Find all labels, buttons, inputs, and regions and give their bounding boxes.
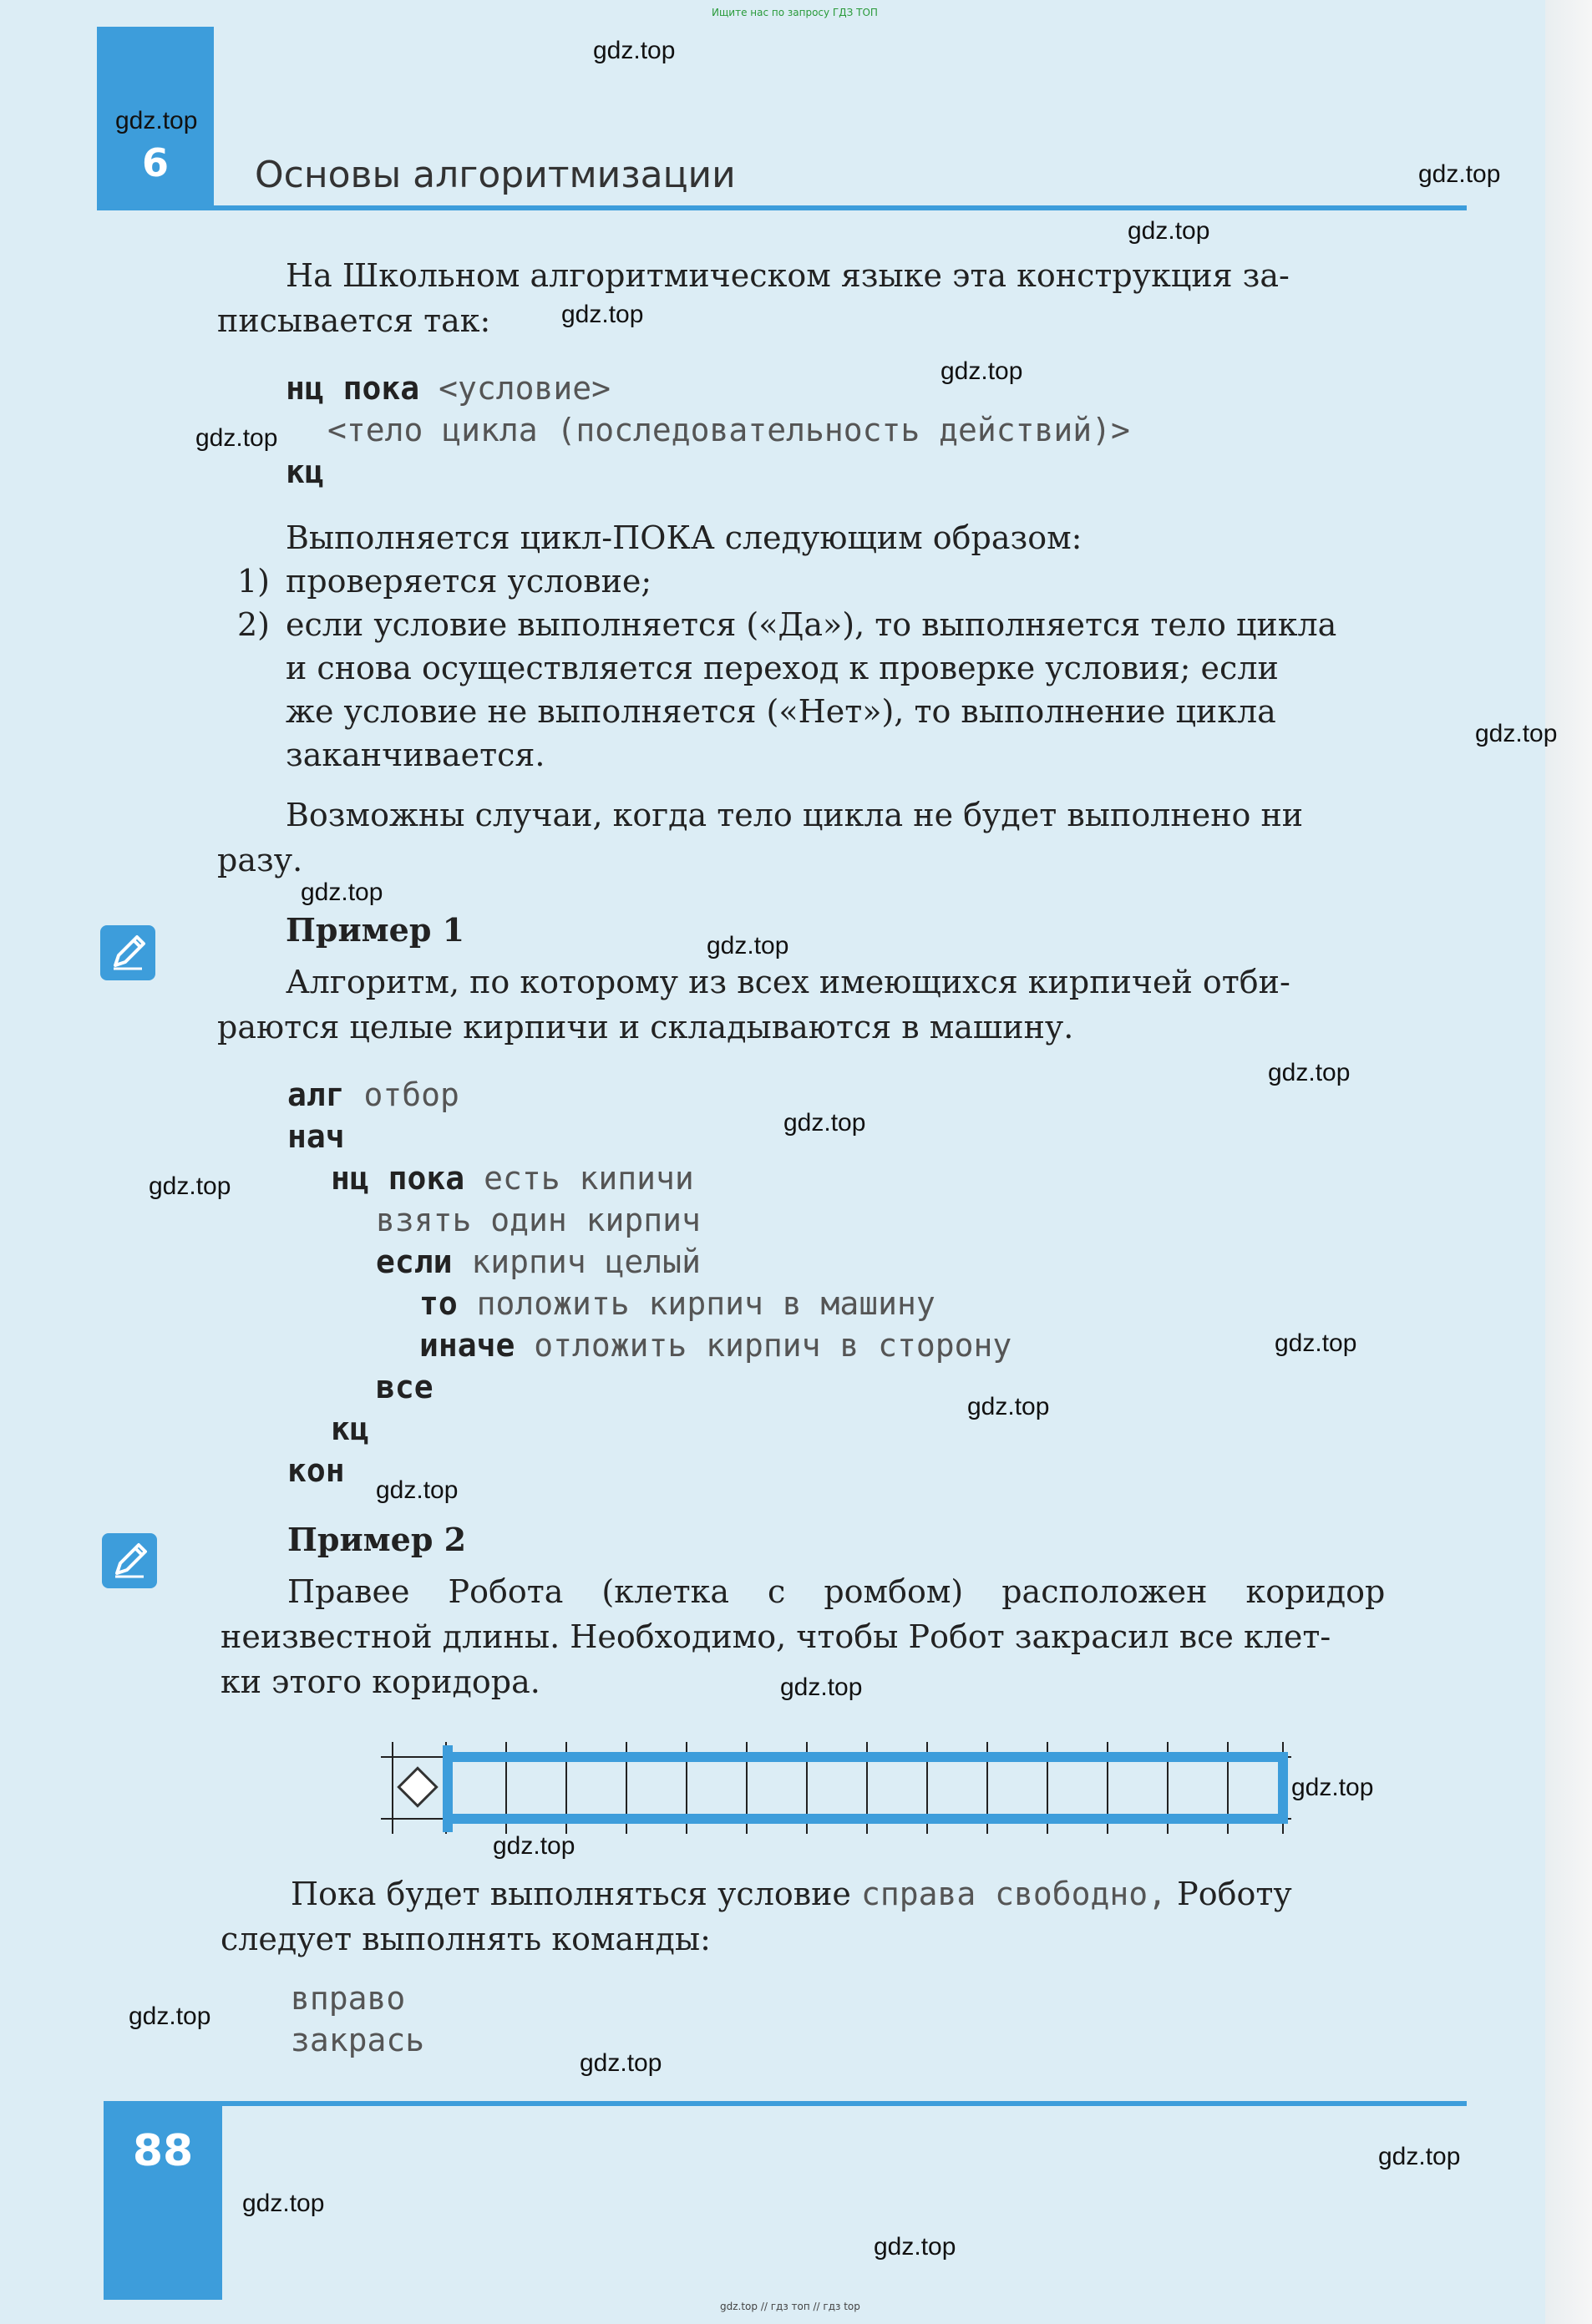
watermark: gdz.top [967, 1393, 1050, 1420]
keyword: нач [287, 1118, 345, 1155]
algorithm-name: отбор [363, 1076, 459, 1113]
footer-rule [104, 2101, 1467, 2106]
code-line [419, 1324, 1011, 1366]
watermark: gdz.top [1378, 2143, 1461, 2170]
code-line [287, 1116, 345, 1157]
word: (клетка [601, 1573, 730, 1610]
keyword: если [376, 1243, 453, 1280]
code-line [376, 1366, 433, 1408]
watermark: gdz.top [593, 37, 676, 64]
watermark: gdz.top [707, 932, 789, 959]
pencil-icon [100, 925, 155, 980]
watermark: gdz.top [149, 1172, 231, 1200]
watermark: gdz.top [301, 878, 383, 906]
if-condition: кирпич целый [471, 1243, 701, 1280]
watermark: gdz.top [493, 1832, 575, 1860]
word: коридор [1245, 1573, 1386, 1610]
watermark: gdz.top [783, 1109, 866, 1137]
exec-step: и снова осуществляется переход к проверке условия; если [286, 650, 1279, 686]
keyword: то [419, 1285, 458, 1322]
page-title: Основы алгоритмизации [255, 154, 736, 196]
word: Робота [448, 1573, 564, 1610]
watermark: gdz.top [1268, 1059, 1351, 1086]
code-line [287, 1074, 459, 1116]
word: ромбом) [824, 1573, 964, 1610]
exec-step: же условие не выполняется («Нет»), то выполнение цикла [286, 693, 1276, 730]
keyword: кц [286, 453, 324, 490]
note-line: разу. [217, 842, 303, 878]
word: Правее [287, 1573, 410, 1610]
text-span: Роботу [1177, 1876, 1292, 1912]
example-text: раются целые кирпичи и складываются в машину. [217, 1009, 1074, 1046]
pencil-icon [102, 1533, 157, 1588]
then-action: положить кирпич в машину [476, 1285, 935, 1322]
command-line: вправо [291, 1980, 406, 2017]
example-text: неизвестной длины. Необходимо, чтобы Робот закрасил все клет- [221, 1618, 1331, 1655]
command-line: закрась [291, 2022, 425, 2058]
exec-step-number: 1) [237, 563, 271, 600]
after-text: следует выполнять команды: [221, 1921, 711, 1957]
exec-step: если условие выполняется («Да»), то выполняется тело цикла [286, 606, 1337, 643]
keyword: иначе [419, 1327, 515, 1364]
syntax-body: <тело цикла (последовательность действий)> [327, 412, 1130, 448]
top-search-note: Ищите нас по запросу ГДЗ ТОП [712, 7, 878, 18]
keyword: алг [287, 1076, 345, 1113]
else-action: отложить кирпич в сторону [534, 1327, 1012, 1364]
text-span: Пока будет выполняться условие [291, 1876, 851, 1912]
watermark: gdz.top [115, 107, 198, 134]
bottom-note: gdz.top // гдз топ // гдз top [720, 2301, 860, 2312]
syntax-line-end [286, 451, 324, 493]
watermark: gdz.top [1291, 1774, 1374, 1801]
code-line [287, 1450, 345, 1491]
loop-condition: есть кипичи [484, 1160, 694, 1197]
note-line: Возможны случаи, когда тело цикла не будет выполнено ни [286, 797, 1304, 833]
watermark: gdz.top [580, 2049, 662, 2077]
watermark: gdz.top [1475, 720, 1558, 747]
exec-step-number: 2) [237, 606, 271, 643]
keyword: кон [287, 1452, 345, 1489]
watermark: gdz.top [195, 424, 278, 452]
word: расположен [1001, 1573, 1208, 1610]
watermark: gdz.top [1128, 217, 1210, 245]
exec-intro: Выполняется цикл-ПОКА следующим образом: [286, 519, 1082, 556]
keyword: все [376, 1369, 433, 1405]
watermark: gdz.top [242, 2190, 325, 2217]
keyword: нц [286, 370, 324, 407]
watermark: gdz.top [376, 1476, 459, 1504]
watermark: gdz.top [561, 301, 644, 328]
header-rule [97, 205, 1467, 210]
watermark: gdz.top [129, 2002, 211, 2030]
keyword: пока [388, 1160, 465, 1197]
example-text [287, 1570, 1385, 1613]
example-text: Алгоритм, по которому из всех имеющихся кирпичей отби- [286, 964, 1290, 1000]
robot-corridor-diagram [381, 1739, 1300, 1837]
exec-step: проверяется условие; [286, 563, 652, 600]
keyword: пока [342, 370, 420, 407]
page-edge-shadow [1545, 0, 1592, 2324]
word: с [768, 1573, 786, 1610]
page-number: 88 [132, 2126, 194, 2176]
example-title: Пример 1 [286, 911, 465, 949]
watermark: gdz.top [874, 2233, 956, 2261]
keyword: кц [331, 1410, 369, 1447]
chapter-number: 6 [141, 140, 169, 185]
code-line: взять один кирпич [376, 1202, 701, 1238]
intro-line: На Школьном алгоритмическом языке эта конструкция за- [286, 257, 1290, 294]
after-text [291, 1872, 1292, 1916]
code-line [331, 1157, 694, 1199]
syntax-line-header [286, 367, 611, 409]
exec-step: заканчивается. [286, 737, 545, 773]
code-line [331, 1408, 369, 1450]
syntax-condition: <условие> [439, 370, 611, 407]
watermark: gdz.top [940, 357, 1023, 385]
watermark: gdz.top [1418, 160, 1501, 188]
example-title: Пример 2 [287, 1521, 467, 1558]
robot-diamond-icon [398, 1768, 436, 1805]
example-text: ки этого коридора. [221, 1663, 540, 1700]
watermark: gdz.top [1275, 1329, 1357, 1357]
intro-line: писывается так: [217, 302, 491, 339]
condition-code: справа свободно, [861, 1876, 1168, 1912]
watermark: gdz.top [780, 1673, 863, 1701]
code-line [376, 1241, 701, 1283]
code-line [419, 1283, 935, 1324]
keyword: нц [331, 1160, 369, 1197]
